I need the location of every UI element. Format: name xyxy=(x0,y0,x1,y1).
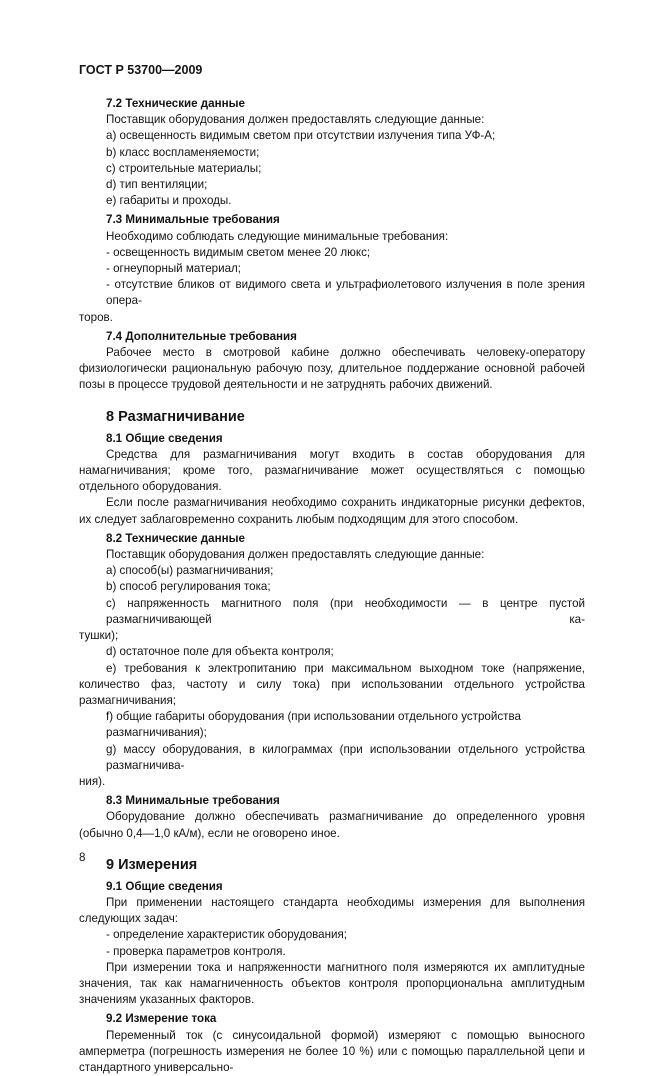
list-item: d) остаточное поле для объекта контроля; xyxy=(106,645,334,659)
section-7-2-title: 7.2 Технические данные xyxy=(106,97,245,110)
document-body xyxy=(79,96,585,1076)
list-item: e) требования к электропитанию при максимальном выходном токе (напряжение, количество фаз, частоту и силу тока) при использовании отдельного устройства размагничивания; xyxy=(79,661,585,707)
section-8-3-title: 8.3 Минимальные требования xyxy=(106,794,280,808)
section-7-4-paragraph: Рабочее место в смотровой кабине должно обеспечивать человеку-оператору физиологически рациональную рабочую позу, длительное поддержание основной рабочей позы в процессе трудовой деятельности и не затруднять рабочих движений. xyxy=(79,346,585,392)
list-item: - огнеупорный материал; xyxy=(106,262,242,276)
section-7-3-title: 7.3 Минимальные требования xyxy=(106,213,280,227)
list-item: - проверка параметров контроля. xyxy=(106,944,286,958)
list-item: - освещенность видимым светом менее 20 люкс; xyxy=(106,245,371,259)
list-item: f) общие габариты оборудования (при использовании отдельного устройства размагничивания); xyxy=(106,710,521,740)
list-item-continuation: тушки); xyxy=(79,629,119,643)
page-number: 8 xyxy=(79,851,86,864)
list-item: a) способ(ы) размагничивания; xyxy=(106,564,274,578)
section-8-1-title: 8.1 Общие сведения xyxy=(106,431,223,445)
list-item: c) строительные материалы; xyxy=(106,161,262,175)
section-9-2-paragraph: Переменный ток (с синусоидальной формой) измеряют с помощью выносного амперметра (погрешность измерения не более 10 %) или с помощью параллельной цепи и стандартного универсально- xyxy=(79,1028,585,1074)
list-item-continuation: ния). xyxy=(79,774,106,788)
section-9-1-title: 9.1 Общие сведения xyxy=(106,879,223,893)
section-9-2-title: 9.2 Измерение тока xyxy=(106,1012,217,1026)
paragraph: Если после размагничивания необходимо сохранить индикаторные рисунки дефектов, их следует заблаговременно сохранить любым подходящим для этого способом. xyxy=(79,496,585,526)
list-item: d) тип вентиляции; xyxy=(106,178,208,192)
list-item: b) способ регулирования тока; xyxy=(106,580,271,594)
list-item: g) массу оборудования, в килограммах (при использовании отдельного устройства размагничива- xyxy=(106,742,585,772)
list-item: c) напряженность магнитного поля (при необходимости — в центре пустой размагничивающей ка- xyxy=(106,596,585,626)
list-item-continuation: торов. xyxy=(79,310,113,324)
section-8-2-intro: Поставщик оборудования должен предоставлять следующие данные: xyxy=(106,548,485,562)
section-7-4-title: 7.4 Дополнительные требования xyxy=(106,329,297,343)
list-item: - отсутствие бликов от видимого света и ультрафиолетового излучения в поле зрения опера- xyxy=(106,278,585,308)
list-item: e) габариты и проходы. xyxy=(106,194,232,208)
document-header: ГОСТ Р 53700—2009 xyxy=(79,63,203,77)
paragraph: При применении настоящего стандарта необходимы измерения для выполнения следующих задач: xyxy=(79,895,585,926)
section-8-2-title: 8.2 Технические данные xyxy=(106,531,245,545)
section-8-title: 8 Размагничивание xyxy=(106,408,245,425)
section-9-title: 9 Измерения xyxy=(106,856,198,873)
paragraph: Средства для размагничивания могут входить в состав оборудования для намагничивания; кроме того, размагничивание может осуществляться с помощью отдельного оборудования. xyxy=(79,447,585,494)
list-item: a) освещенность видимым светом при отсутствии излучения типа УФ-А; xyxy=(106,129,496,143)
paragraph: При измерении тока и напряженности магнитного поля измеряются их амплитудные значения, так как намагниченность объектов контроля пропорциональна амплитудным значениям указанных факторов. xyxy=(79,960,585,1007)
list-item: - определение характеристик оборудования; xyxy=(106,928,348,942)
list-item: b) класс воспламеняемости; xyxy=(106,145,260,159)
section-8-3-paragraph: Оборудование должно обеспечивать размагничивание до определенного уровня (обычно 0,4—1,0 кА/м), если не оговорено иное. xyxy=(79,810,585,840)
section-7-3-intro: Необходимо соблюдать следующие минимальные требования: xyxy=(106,229,449,243)
section-7-2-intro: Поставщик оборудования должен предоставлять следующие данные: xyxy=(106,113,485,127)
